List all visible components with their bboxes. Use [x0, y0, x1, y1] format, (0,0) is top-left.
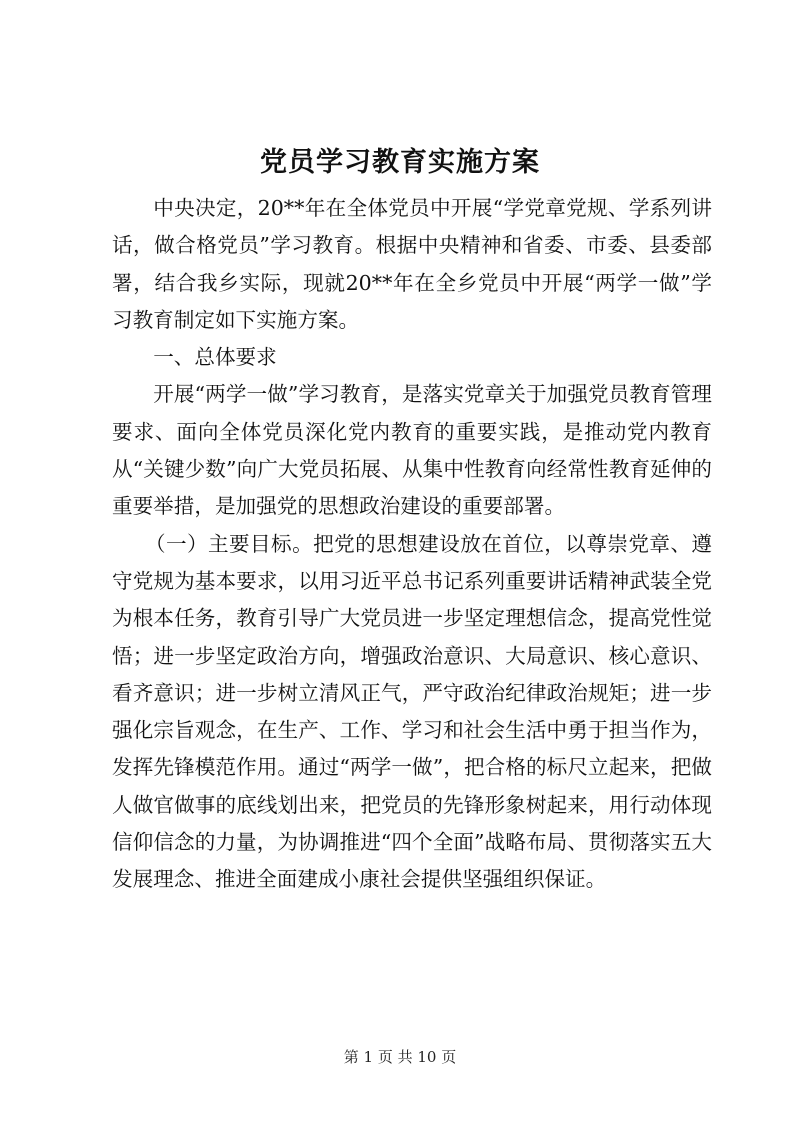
- intro-paragraph: 中央决定，20**年在全体党员中开展“学党章党规、学系列讲话，做合格党员”学习教育。根据中央精神和省委、市委、县委部署，结合我乡实际，现就20**年在全乡党员中开展“两学一做”学习教育制定如下实施方案。: [112, 196, 712, 332]
- document-body: [112, 190, 712, 899]
- objective-paragraph: （一）主要目标。把党的思想建设放在首位，以尊崇党章、遵守党规为基本要求，以用习近平总书记系列重要讲话精神武装全党为根本任务，教育引导广大党员进一步坚定理想信念，提高党性觉悟；进一步坚定政治方向，增强政治意识、大局意识、核心意识、看齐意识；进一步树立清风正气，严守政治纪律政治规矩；进一步强化宗旨观念，在生产、工作、学习和社会生活中勇于担当作为，发挥先锋模范作用。通过“两学一做”，把合格的标尺立起来，把做人做官做事的底线划出来，把党员的先锋形象树起来，用行动体现信仰信念的力量，为协调推进“四个全面”战略布局、贯彻落实五大发展理念、推进全面建成小康社会提供坚强组织保证。: [112, 531, 712, 892]
- body-paragraph: 开展“两学一做”学习教育，是落实党章关于加强党员教育管理要求、面向全体党员深化党内教育的重要实践，是推动党内教育从“关键少数”向广大党员拓展、从集中性教育向经常性教育延伸的重要举措，是加强党的思想政治建设的重要部署。: [112, 382, 712, 519]
- document-title: 党员学习教育实施方案: [260, 147, 540, 178]
- section-heading: 一、总体要求: [153, 345, 277, 370]
- page-footer: 第 1 页 共 10 页: [343, 1048, 457, 1066]
